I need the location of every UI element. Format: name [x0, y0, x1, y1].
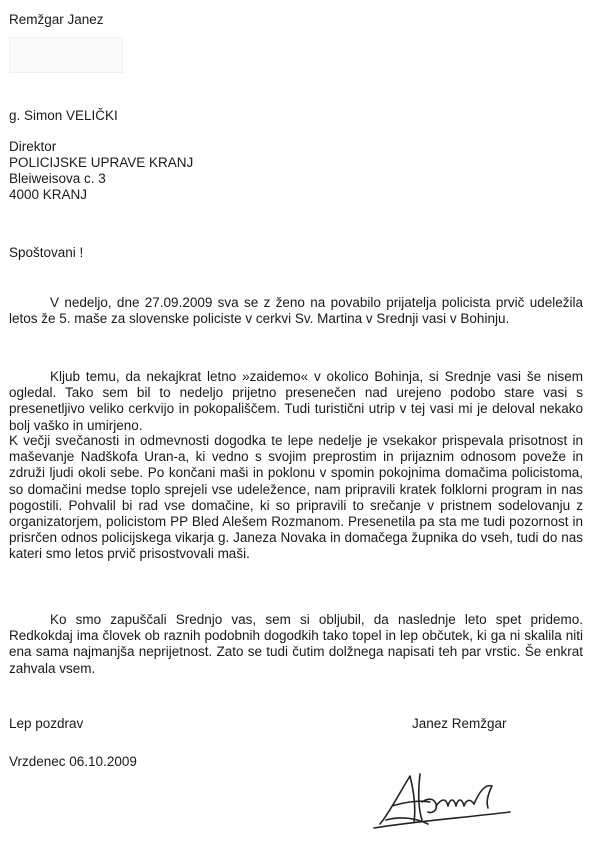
paragraph-4-text: Ko smo zapuščali Srednjo vas, sem si obljubil, da naslednje leto spet pridemo. Redkokdaj ima človek ob raznih podobnih dogodkih tako topel in lep občutek, ki ga ni skalila niti ena sama najmanjša neprijetnost. Zato se tudi čutim dolžnega napisati teh par vrstic. Še enkrat zahvala vsem. [9, 612, 583, 676]
redacted-address [9, 37, 123, 73]
date-line: Vrzdenec 06.10.2009 [9, 754, 137, 769]
recipient-city: 4000 KRANJ [9, 187, 88, 202]
paragraph-1-text: V nedeljo, dne 27.09.2009 sva se z ženo na povabilo prijatelja policista prvič udeležila letos že 5. maše za slovenske policiste v cerkvi Sv. Martina v Srednji vasi v Bohinju. [9, 295, 583, 327]
body-paragraph-2 [9, 369, 583, 434]
body-paragraph-1 [9, 295, 583, 327]
salutation: Spoštovani ! [9, 245, 84, 260]
body-paragraph-4 [9, 612, 583, 677]
signature-name: Janez Remžgar [412, 716, 507, 731]
recipient-name: g. Simon VELIČKI [9, 108, 118, 123]
recipient-title: Direktor [9, 139, 57, 154]
handwritten-signature [370, 762, 520, 834]
recipient-street: Bleiweisova c. 3 [9, 171, 106, 186]
recipient-org: POLICIJSKE UPRAVE KRANJ [9, 155, 194, 170]
closing: Lep pozdrav [9, 716, 84, 731]
signature-icon [370, 762, 520, 834]
paragraph-2-text: Kljub temu, da nekajkrat letno »zaidemo« v okolico Bohinja, si Srednje vasi še nisem ogledal. Tako sem bil to nedeljo prijetno presenečen nad urejeno podobo stare vasi s presenetljivo veliko cerkvijo in pokopališčem. Tudi turistični utrip v tej vasi mi je deloval nekako bolj vaško in umirjeno. [9, 369, 583, 433]
paragraph-3-text: K večji svečanosti in odmevnosti dogodka te lepe nedelje je vsekakor prispevala prisotnost in maševanje Nadškofa Uran-a, ki vedno s svojim preprostim in prijaznim odnosom poveže in združi ljudi okoli sebe. Po končani maši in poklonu v spomin pokojnima domačima policistoma, so domačini medse toplo sprejeli vse udeležence, nam pripravili kratek folklorni program in nas pogostili. Pohvalil bi rad vse domačine, ki so pripravili to srečanje v pristnem sodelovanju z organizatorjem, policistom PP Bled Alešem Rozmanom. Presenetila pa sta me tudi pozornost in prisrčen odnos policijskega vikarja g. Janeza Novaka in domačega župnika do vseh, tudi do nas kateri smo letos prvič prisostvovali maši. [9, 433, 583, 562]
body-paragraph-3 [9, 433, 583, 563]
sender-name: Remžgar Janez [9, 12, 104, 27]
